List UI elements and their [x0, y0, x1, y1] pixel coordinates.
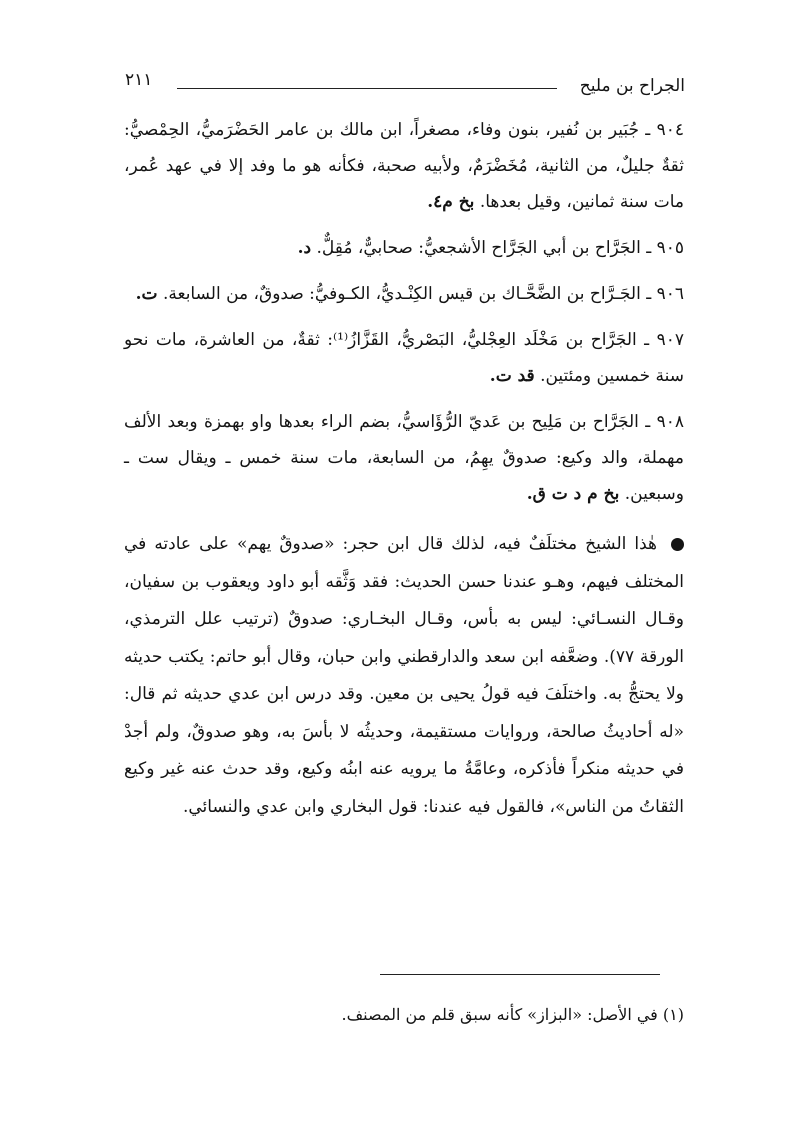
entry-905 — [124, 230, 684, 266]
footnote-rule — [380, 974, 660, 975]
entry-symbols: بخ م د ت ق. — [526, 484, 620, 504]
entry-text: ٩٠٥ ـ الجَرَّاح بن أبي الجَرَّاح الأشجعيُّ: صحابيٌّ، مُقِلٌّ. — [316, 238, 684, 258]
header-rule — [177, 88, 557, 89]
entry-906 — [124, 276, 684, 312]
entry-text: ٩٠٨ ـ الجَرَّاح بن مَلِيح بن عَديّ الرُّؤَاسيُّ، بضم الراء بعدها واو بهمزة وبعد الألف مهملة، والد وكيع: صدوقٌ يهِمُ، من السابعة، مات سنة خمس ـ ويقال ست ـ وسبعين. — [124, 412, 684, 504]
entry-symbols: د. — [297, 238, 312, 258]
page-number: ٢١١ — [125, 70, 153, 90]
entry-text: ٩٠٤ ـ جُبَير بن نُفير، بنون وفاء، مصغراً، ابن مالك بن عامر الحَضْرَميُّ، الحِمْصيُّ: ثقةٌ جليلٌ، من الثانية، مُخَضْرَمٌ، ولأبيه صحبة، فكأنه هو ما وفد إلا في عهد عُمر، مات سنة ثمانين، وقيل بعدها. — [124, 120, 684, 212]
comment-text: هٰذا الشيخ مختلَفٌ فيه، لذلك قال ابن حجر: «صدوقٌ يهم» على عادته في المختلف فيهم، وهـو عندنا حسن الحديث: فقد وَثَّقه أبو داود ويعقوب بن سفيان، وقـال النسـائي: ليس به بأس، وقـال البخـاري: صدوقٌ (ترتيب علل الترمذي، الورقة ٧٧). وضعَّفه ابن سعد والدارقطني وابن حبان، وقال أبو حاتم: يكتب حديثه ولا يحتجُّ به. واختلَفَ فيه قولُ يحيى بن معين. وقد درس ابن عدي حديثه ثم قال: «له أحاديثُ صالحة، وروايات مستقيمة، وحديثُه لا بأسَ به، وهو صدوقٌ، ولم أجدْ في حديثه منكراً فأذكره، وعامَّةُ ما يرويه عنه ابنُه وكيع، وقد حدث عنه غير وكيع الثقاتُ من الناس»، فالقول فيه عندنا: قول البخاري وابن عدي والنسائي. — [124, 534, 684, 817]
page-header — [125, 62, 685, 102]
entry-908 — [124, 404, 684, 512]
running-title: الجراح بن مليح — [579, 76, 685, 96]
entry-text: ٩٠٧ ـ الجَرَّاح بن مَخْلَد العِجْليُّ، البَصْريُّ، القَزَّازُ⁽¹⁾: ثقةٌ، من العاشرة، مات نحو سنة خمسين ومئتين. — [124, 330, 684, 386]
footnote: (١) في الأصل: «البزاز» كأنه سبق قلم من المصنف. — [341, 1005, 684, 1024]
main-text — [124, 112, 684, 843]
editor-comment — [124, 526, 684, 826]
entry-904 — [124, 112, 684, 220]
bullet-icon — [671, 538, 684, 551]
entry-symbols: بخ م٤. — [427, 192, 475, 212]
entry-text: ٩٠٦ ـ الجَـرَّاح بن الضَّحَّـاك بن قيس الكِنْـديُّ، الكـوفيُّ: صدوقٌ، من السابعة. — [162, 284, 684, 304]
entry-symbols: ت. — [135, 284, 158, 304]
entry-907 — [124, 322, 684, 394]
entry-symbols: قد ت. — [489, 366, 535, 386]
